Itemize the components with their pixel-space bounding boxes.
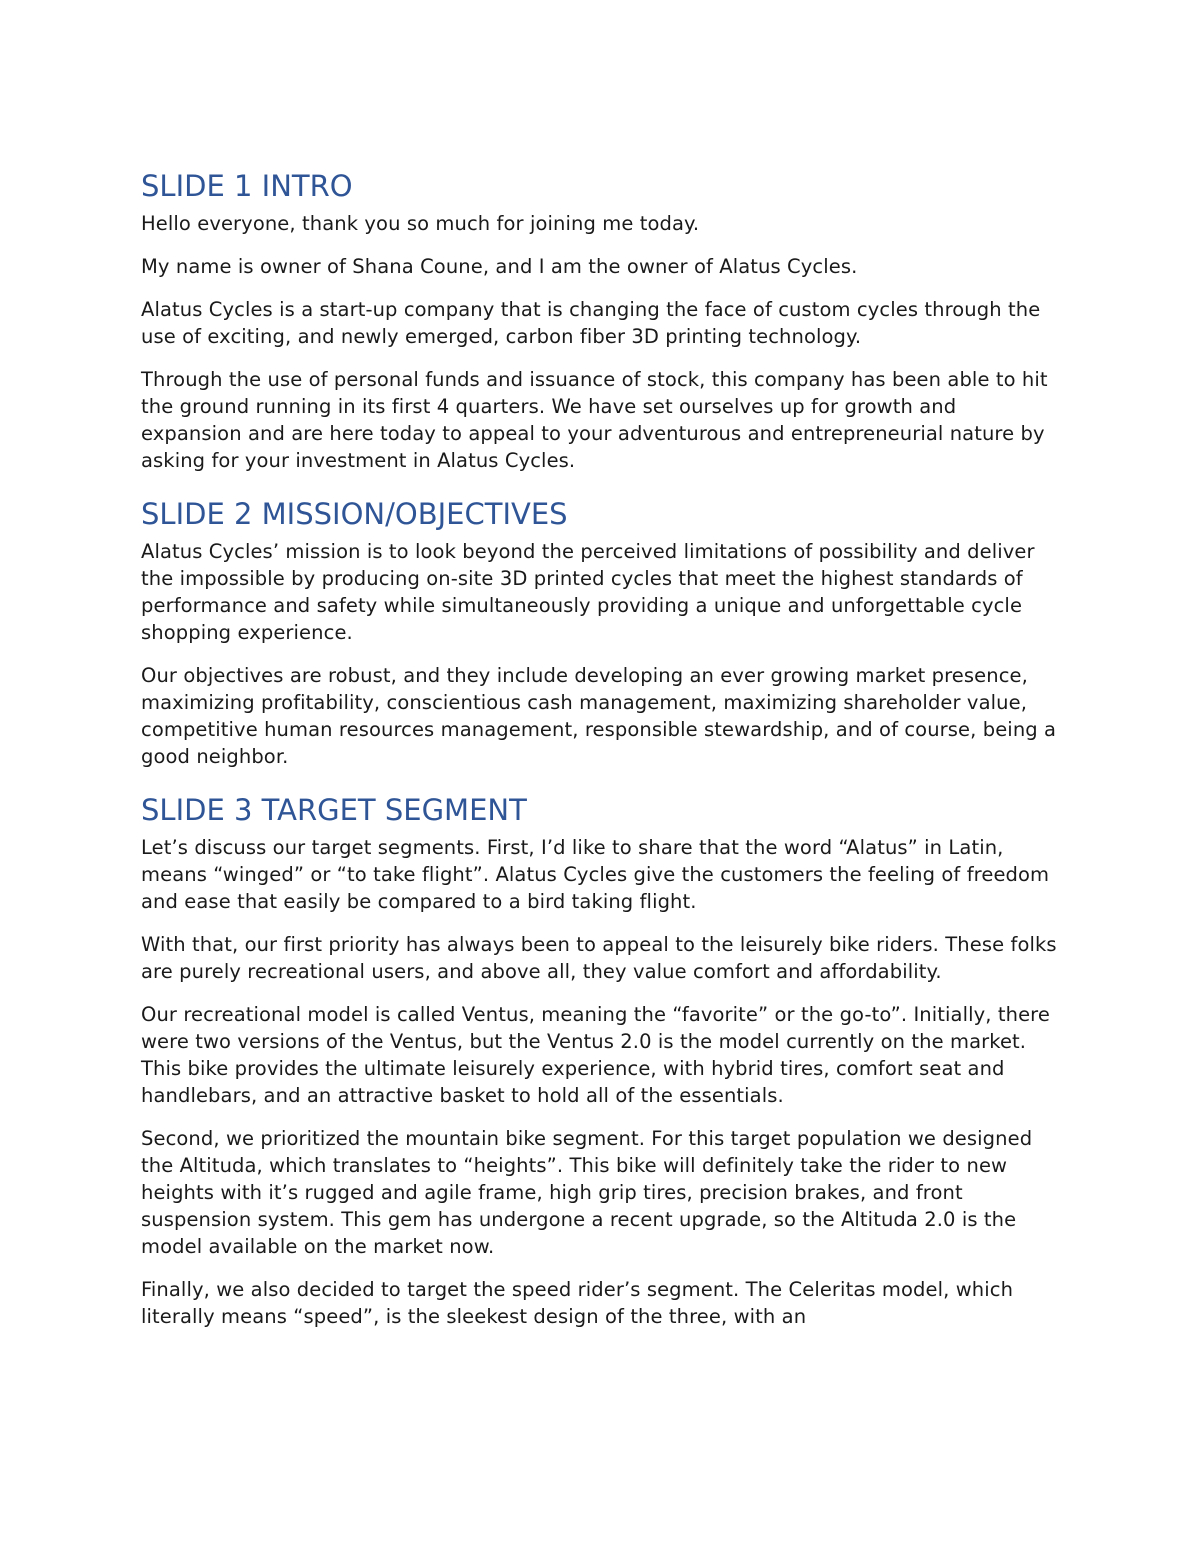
slide-1-paragraph: Through the use of personal funds and issuance of stock, this company has been able to hit the ground running in its first 4 quarters. We have set ourselves up for growth and expansion and are here today to appeal to your adventurous and entrepreneurial nature by asking for your investment in Alatus Cycles. [141,368,1048,472]
slide-1-paragraph: Alatus Cycles is a start-up company that is changing the face of custom cycles through the use of exciting, and newly emerged, carbon fiber 3D printing technology. [141,298,1041,348]
slide-3-paragraph: Let’s discuss our target segments. First, I’d like to share that the word “Alatus” in Latin, means “winged” or “to take flight”. Alatus Cycles give the customers the feeling of freedom and ease that easily be compared to a bird taking flight. [141,836,1050,913]
slide-1-heading: SLIDE 1 INTRO [141,169,353,203]
slide-3-paragraph: Second, we prioritized the mountain bike segment. For this target population we designed the Altituda, which translates to “heights”. This bike will definitely take the rider to new heights with it’s rugged and agile frame, high grip tires, precision brakes, and front suspension system. This gem has undergone a recent upgrade, so the Altituda 2.0 is the model available on the market now. [141,1127,1033,1258]
slide-2-paragraph: Alatus Cycles’ mission is to look beyond the perceived limitations of possibility and deliver the impossible by producing on-site 3D printed cycles that meet the highest standards of performance and safety while simultaneously providing a unique and unforgettable cycle shopping experience. [141,540,1035,644]
slide-3-paragraph: Finally, we also decided to target the speed rider’s segment. The Celeritas model, which literally means “speed”, is the sleekest design of the three, with an [141,1278,1014,1328]
slide-1-paragraph: My name is owner of Shana Coune, and I am the owner of Alatus Cycles. [141,255,858,278]
slide-2-paragraph: Our objectives are robust, and they include developing an ever growing market presence, maximizing profitability, conscientious cash management, maximizing shareholder value, competitive human resources management, responsible stewardship, and of course, being a good neighbor. [141,664,1057,768]
slide-3-heading: SLIDE 3 TARGET SEGMENT [141,793,527,827]
slide-3-paragraph: With that, our first priority has always been to appeal to the leisurely bike riders. These folks are purely recreational users, and above all, they value comfort and affordability. [141,933,1057,983]
slide-1-paragraph: Hello everyone, thank you so much for joining me today. [141,212,700,235]
slide-2-heading: SLIDE 2 MISSION/OBJECTIVES [141,497,568,531]
slide-3-paragraph: Our recreational model is called Ventus, meaning the “favorite” or the go-to”. Initially, there were two versions of the Ventus, but the Ventus 2.0 is the model currently on the market. This bike provides the ultimate leisurely experience, with hybrid tires, comfort seat and handlebars, and an attractive basket to hold all of the essentials. [141,1003,1050,1107]
document-body [141,160,1061,1346]
